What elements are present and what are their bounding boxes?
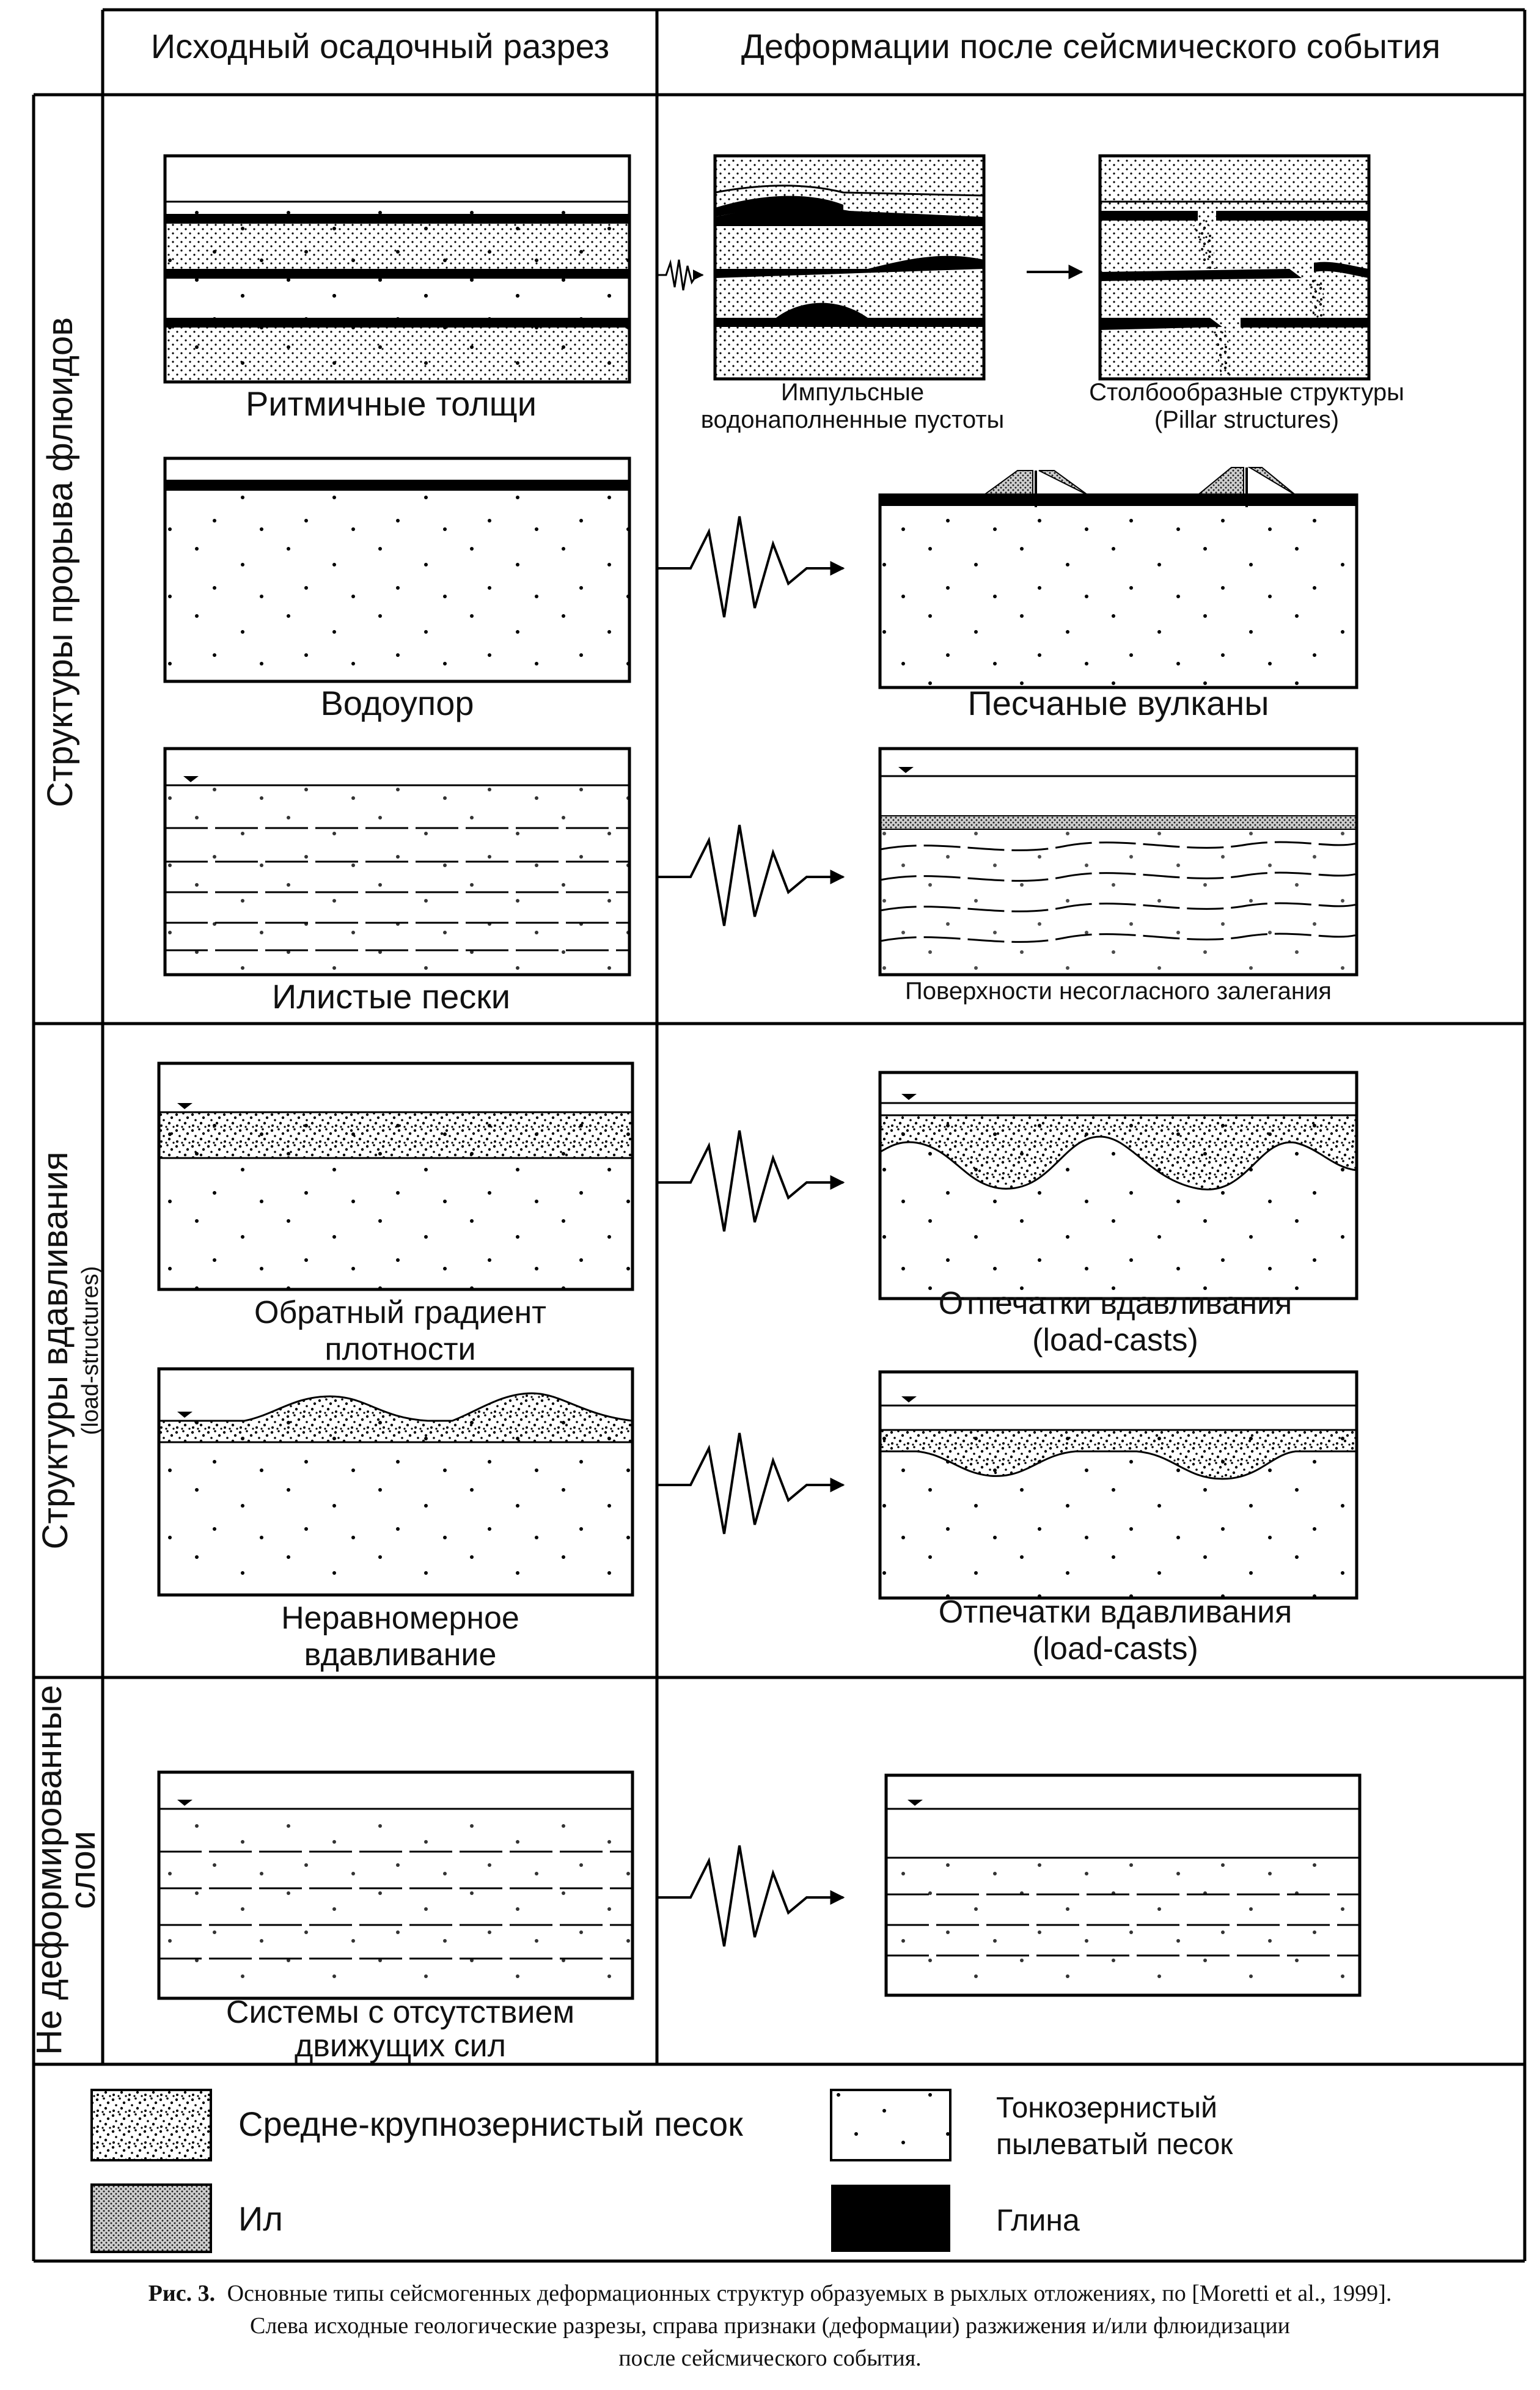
panel-load-casts-2 [880,1372,1357,1598]
legend-label-silt: Ил [238,2199,283,2238]
section-undeformed-label-2: слои [63,1830,103,1910]
label-silty-sands: Илистые пески [271,977,511,1016]
label-pillar-1: Столбообразные структуры [1089,379,1404,406]
panel-load-casts-1 [880,1072,1357,1299]
panel-density-original [159,1063,632,1289]
legend [92,2090,1233,2252]
label-nodrive-1: Системы с отсутствием [226,1995,575,2030]
panel-rhythmic-original [165,156,629,382]
label-rhythmic: Ритмичные толщи [245,384,537,423]
legend-label-fine-sand-1: Тонкозернистый [996,2092,1217,2124]
header-left: Исходный осадочный разрез [150,27,610,65]
panel-nodrive-original [159,1772,632,1998]
label-unconformity: Поверхности несогласного залегания [905,978,1332,1005]
label-load-casts-2b: (load-casts) [1032,1631,1198,1666]
caption-line-1 [148,2281,1392,2306]
label-load-casts-2a: Отпечатки вдавливания [938,1594,1292,1630]
caption-line-3: после сейсмического события. [618,2345,922,2371]
label-uneven-1: Неравномерное [281,1600,519,1636]
label-density-2: плотности [324,1332,476,1367]
seismic-arrow-small [657,260,703,290]
label-load-casts-1b: (load-casts) [1032,1322,1198,1358]
legend-label-coarse-sand: Средне-крупнозернистый песок [238,2105,743,2143]
label-density-1: Обратный градиент [254,1295,546,1330]
seismic-arrow-aquitard [657,516,843,617]
panel-uneven-original [159,1369,632,1595]
panel-rhythmic-water-voids [715,156,984,379]
section-undeformed-label-1: Не деформированные [29,1685,69,2055]
label-pillar-2: (Pillar structures) [1154,406,1340,433]
legend-swatch-silt [92,2185,211,2252]
panel-nodrive-after [886,1775,1360,1995]
figure-caption [148,2281,1392,2371]
label-water-voids-1: Импульсные [780,379,925,406]
panel-pillar-structures [1100,156,1369,379]
legend-label-fine-sand-2: пылеватый песок [996,2128,1233,2161]
legend-label-clay: Глина [996,2203,1080,2237]
label-water-voids-2: водонаполненные пустоты [700,406,1005,433]
label-aquitard: Водоупор [320,684,474,722]
seismic-arrow-nodrive [657,1846,843,1946]
seismic-arrow-density [657,1131,843,1231]
seismic-arrow-uneven [657,1433,843,1534]
panel-aquitard-original [165,458,629,681]
label-nodrive-2: движущих сил [294,2028,507,2064]
header-right: Деформации после сейсмического события [741,27,1441,65]
seismic-arrow-silty [657,825,843,926]
legend-swatch-clay [831,2185,950,2252]
section-load-sublabel: (load-structures) [78,1266,103,1435]
label-load-casts-1a: Отпечатки вдавливания [938,1286,1292,1321]
caption-text-1: Основные типы сейсмогенных деформационных структур образуемых в рыхлых отложениях, по [Moretti et al., 1999]. [227,2281,1392,2306]
legend-swatch-coarse-sand [92,2090,211,2160]
caption-line-2: Слева исходные геологические разрезы, справа признаки (деформации) разжижения и/или флюидизации [250,2313,1290,2339]
panel-unconformity [880,749,1357,975]
label-sand-volcanoes: Песчаные вулканы [967,684,1269,722]
section-load-label: Структуры вдавливания [35,1151,75,1550]
panel-sand-volcanoes [880,467,1357,687]
legend-swatch-fine-sand [831,2090,950,2160]
label-uneven-2: вдавливание [304,1637,497,1673]
section-fluid-label: Структуры прорыва флюидов [40,317,80,808]
panel-silty-original [165,749,629,975]
caption-label: Рис. 3. [148,2281,216,2306]
